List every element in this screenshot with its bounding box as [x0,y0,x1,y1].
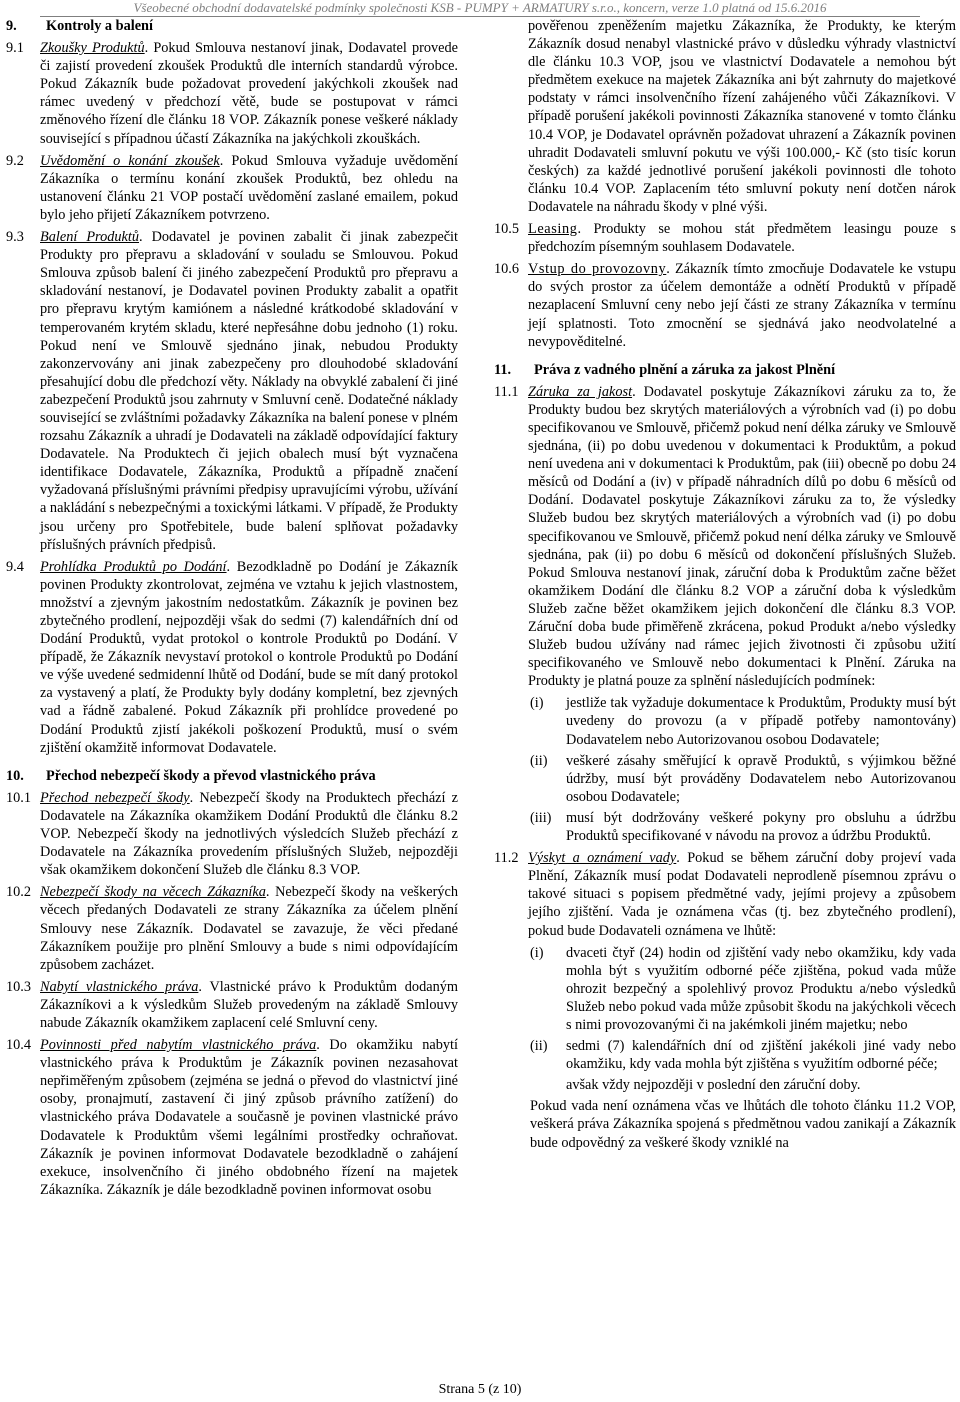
list-tail-text: avšak vždy nejpozději v poslední den záruční doby. [566,1077,861,1094]
clause-heading: Zkoušky Produktů [40,40,145,57]
clause-text: . Zákazník tímto zmocňuje Dodavatele ke vstupu do svých prostor za účelem demontáže a odnětí Produktů v případě nezaplacení Smluvní ceny nebo její části ze strany Zákazníka v termínu její splatnosti. Toto zmocnění se sjednává jako neodvolatelné a nevypověditelné. [528,261,956,350]
list-label: (iii) [530,809,552,826]
clause-9-3 [6,228,458,554]
clause-9-4 [6,558,458,757]
clause-10-6 [494,260,956,350]
list-item [530,1037,956,1073]
clause-heading: Povinnosti před nabytím vlastnického práva [40,1037,317,1054]
section-10-heading [6,767,458,785]
clause-number: 10.6 [494,261,520,278]
clause-11-2 [494,849,956,939]
list-tail [530,1076,956,1094]
clause-text: . Dodavatel poskytuje Zákazníkovi záruku za to, že Produkty budou bez skrytých materiálových a výrobních vad (i) po dobu specifikovanou ve Smlouvě, přičemž pokud není délka záruky ve Smlouvě sjednána, (ii) po dobu uvedenou v dokumentaci k Produktům, a pokud není uvedena ani v dokumentaci k Produktům, pak (iii) obecně po dobu 24 měsíců od Dodání a (iv) v případě náhradních dílů po dobu 6 měsíců od Dodání. Dodavatel poskytuje Zákazníkovi záruku za to, že výsledky Služeb budou bez skrytých materiálových a výrobních vad (i) po dobu specifikovanou ve Smlouvě, přičemž pokud není délka záruky ve Smlouvě sjednána, pak (ii) po dobu 6 měsíců od dokončení příslušných Služeb. Pokud Smlouva nestanoví jinak, záruční doba k Produktům začne běžet okamžikem Dodání dle článku 8.2 VOP a záruční doba k výsledkům Služeb začne běžet okamžikem jejich dokončení dle článku 8.3 VOP. Záruční doba bude přiměřeně zkrácena, pokud Produkt a/nebo výsledky Služeb budou užívány nad rámec jejich životnosti či způsobu užití specifikovaného ve Smlouvě nebo dokumentaci k Plnění. Záruka na Produkty je platná pouze za splnění následujících podmínek: [528,383,956,690]
list-label: (i) [530,944,544,961]
clause-heading: Vstup do provozovny [528,261,667,278]
section-number: 11. [494,361,512,378]
clause-text: . Vlastnické právo k Produktům dodaným Zákazníkovi a k výsledkům Služeb provedeným na základě Smlouvy nabude Zákazník okamžikem zaplacení celé Smluvní ceny. [40,978,458,1031]
section-title: Přechod nebezpečí škody a převod vlastnického práva [46,767,376,784]
clause-text: . Pokud Smlouva nestanoví jinak, Dodavatel provede či zajistí provedení zkoušek Produktů dle interních standardů výrobce. Pokud Zákazník bude požadovat provedení jakýchkoli zkoušek nad rámec uvedený v předchozí větě, bude se postupovat v rámci změnového řízení dle článku 18 VOP. Zákazník ponese veškeré náklady související s případnou účastí Zákazníka na jakýchkoli zkouškách. [40,40,458,147]
clause-10-3 [6,978,458,1032]
clause-number: 10.1 [6,789,32,806]
clause-heading: Nabytí vlastnického práva [40,978,199,995]
list-text: jestliže tak vyžaduje dokumentace k Produktům, Produkty musí být uvedeny do provozu (a v případě potřeby namontovány) Dodavatelem nebo Autorizovanou osobou Dodavatele; [566,695,956,748]
list-label: (ii) [530,752,548,769]
clause-text: . Pokud se během záruční doby projeví vada Plnění, Zákazník musí podat Dodavateli neprodleně písemnou zprávu o takové situaci s popisem předmětné vady, jejími projevy a způsobem jejího zjištění. Vada je oznámena včas (tj. bez zbytečného prodlení), pokud bude Dodavateli oznámena ve lhůtě: [528,850,956,939]
clause-number: 10.2 [6,884,32,901]
clause-11-1 [494,383,956,691]
clause-heading: Záruka za jakost [528,383,633,400]
clause-number: 9.1 [6,40,24,57]
document-header: Všeobecné obchodní dodavatelské podmínky společnosti KSB - PUMPY + ARMATURY s.r.o., koncern, verze 1.0 platná od 15.6.2016 [40,0,920,17]
clause-number: 10.3 [6,978,32,995]
clause-10-4-continued [494,17,956,216]
list-label: (i) [530,695,544,712]
clause-text: . Produkty se mohou stát předmětem leasingu pouze s předchozím písemným souhlasem Dodavatele. [528,221,956,256]
clause-number: 10.5 [494,221,520,238]
clause-10-2 [6,883,458,973]
section-title: Práva z vadného plnění a záruka za jakost Plnění [534,361,836,378]
page-number: Strana 5 (z 10) [438,1382,522,1397]
clause-heading: Výskyt a oznámení vady [528,850,677,867]
section-11-heading [494,361,956,379]
clause-9-2 [6,152,458,224]
clause-text: . Pokud Smlouva vyžaduje uvědomění Zákazníka o termínu konání zkoušek Produktů, bez ohledu na ustanovení článku 21 VOP postačí uvědomění zaslané emailem, pokud bylo jeho přijetí Zákazníkem potvrzeno. [40,152,458,223]
clause-text: pověřenou zpeněžením majetku Zákazníka, že Produkty, ke kterým Zákazník dosud nenabyl vlastnické právo v důsledku výhrady vlastnictví dle článku 10.3 VOP, jsou ve vlastnictví Dodavatele a nemohou být předmětem exekuce na majetek Zákazníka ani být zahrnuty do majetkové podstaty v rámci insolvenčního řízení zahájeného vůči Zákazníkovi. V případě porušení jakékoli povinnosti Zákazníka stanovené v tomto článku 10.4 VOP, je Dodavatel oprávněn požadovat uhrazení a Zákazník povinen uhradit Dodavateli smluvní pokutu ve výši 100.000,- Kč (sto tisíc korun českých) za každé jednotlivé porušení jakékoli povinnosti dle tohoto článku 10.4 VOP. Zaplacením této smluvní pokuty není dotčen nárok Dodavatele na náhradu škody v plné výši. [528,18,956,215]
clause-number: 9.3 [6,229,24,246]
clause-number: 11.1 [494,383,519,400]
list-item [530,694,956,748]
clause-text: . Nebezpečí škody na veškerých věcech předaných Dodavateli ze strany Zákazníka za účelem plnění Smlouvy nese Zákazník. Dodavatel se zavazuje, že věci předané Zákazníkem použije pro plnění Smlouvy a bude s nimi odpovídajícím způsobem zacházet. [40,884,458,973]
section-number: 10. [6,767,24,784]
clause-heading: Prohlídka Produktů po Dodání [40,558,227,575]
list-item [530,752,956,806]
clause-heading: Uvědomění o konání zkoušek [40,152,220,169]
clause-heading: Balení Produktů [40,229,139,246]
section-title: Kontroly a balení [46,18,153,34]
clause-number: 9.4 [6,558,24,575]
clause-10-4 [6,1036,458,1199]
clause-number: 10.4 [6,1037,32,1054]
clause-number: 9.2 [6,152,24,169]
list-text: sedmi (7) kalendářních dní od zjištění jakékoli jiné vady nebo okamžiku, kdy vada mohla být zjištěna s využitím odborné péče; [566,1038,956,1073]
clause-heading: Nebezpečí škody na věcech Zákazníka [40,884,266,901]
list-label: (ii) [530,1038,548,1055]
right-column [494,17,956,1156]
clause-number: 11.2 [494,850,519,867]
clause-text: . Dodavatel je povinen zabalit či jinak zabezpečit Produkty pro přepravu a skladování v souladu se Smlouvou. Pokud Smlouva způsob balení či jiného zabezpečení Produktů pro přepravu a skladování nestanoví, je Dodavatel povinen Produkty zabalit a opatřit pro přepravu krytým kamiónem a následné krátkodobé skladování v temperovaném krytém skladu, které nepřesáhne dobu jednoho (1) roku. Pokud není ve Smlouvě sjednáno jinak, nebudou Produkty zakonzervovány ani jinak zabezpečeny pro dlouhodobé skladování přesahující dobu dle předchozí věty. Náklady na obvyklé zabalení či jiné zabezpečení Produktů jsou zahrnuty v Smluvní ceně. Dodatečné náklady související se zvláštními požadavky Zákazníka na balení ponese v plném rozsahu Zákazník a uhradí je Dodavateli na základě odpovídající faktury Dodavatele. Na Produktech či jejich obalech musí být vyznačena identifikace Dodavatele, Zákazníka, Produktů a případně značení vyžadovaná příslušnými právními předpisy upravujícími výrobu, užívání a nakládání s nebezpečnými a toxickými látkami. V případě, že Produkty jsou určeny pro Spotřebitele, bude balení splňovat požadavky příslušných právních předpisů. [40,229,458,553]
clause-10-1 [6,789,458,879]
clause-heading: Přechod nebezpečí škody [40,789,190,806]
clause-10-5 [494,220,956,256]
list-text: veškeré zásahy směřující k opravě Produktů, s výjimkou běžné údržby, musí být prováděny Dodavatelem nebo Autorizovanou osobou Dodavatele; [566,752,956,805]
left-column [6,17,458,1203]
section-9-heading [6,17,458,35]
list-item [530,944,956,1034]
section-number: 9. [6,18,17,34]
clause-11-2-closing: Pokud vada není oznámena včas ve lhůtách dle tohoto článku 11.2 VOP, veškerá práva Zákazníka spojená s předmětnou vadou zanikají a Zákazník bude odpovědný za veškeré škody vzniklé na [530,1098,956,1151]
clause-text: . Bezodkladně po Dodání je Zákazník povinen Produkty zkontrolovat, zejména ve vztahu k jejich vlastnostem, množství a zjevným jakostním nedostatkům. Zákazník je povinen bez zbytečného prodlení, nejpozději však do sedmi (7) kalendářních dní od Dodání Produktů, vydat protokol o kontrole Produktů po Dodání. V případě, že Zákazník nevystaví protokol o kontrole Produktů po Dodání ve výše uvedené sedmidenní lhůtě od Dodání, bude se mít daný protokol za vystavený a platí, že Produkty byly dodány kompletní, bez zjevných vad a řádně zabalené. Pokud Zákazník při prohlídce provedené po Dodání Produktů zjistí jakékoli poškození Produktů, musí o svém zjištění okamžitě informovat Dodavatele. [40,558,458,756]
clause-text: . Nebezpečí škody na Produktech přechází z Dodavatele na Zákazníka okamžikem Dodání Produktů dle článku 8.2 VOP. Nebezpečí škody na jednotlivých výsledcích Služeb přechází z Dodavatele na Zákazníka provedením příslušných Služeb, nejpozději však okamžikem dokončení Služeb dle článku 8.3 VOP. [40,789,458,879]
list-item [530,809,956,845]
list-text: dvaceti čtyř (24) hodin od zjištění vady nebo okamžiku, kdy vada mohla být s využitím odborné péče zjištěna, pokud vada může ohrozit bezpečný a spolehlivý provoz Produktu a/nebo výsledků Služeb nebo pokud vada může způsobit škodu na jakýchkoli věcech s nimi provozovanými či na jakémkoli jiném majetku; nebo [566,944,956,1033]
list-text: musí být dodržovány veškeré pokyny pro obsluhu a údržbu Produktů specifikované v návodu na provoz a údržbu Produktů. [566,809,956,845]
clause-heading: Leasing [528,221,578,238]
clause-9-1 [6,39,458,148]
clause-text: . Do okamžiku nabytí vlastnického práva k Produktům je Zákazník povinen nezasahovat nepřiměřeným způsobem (zejména se jedná o převod do vlastnictví jiné osoby, pronajmutí, zastavení či jiný způsob právního zatížení) do vlastnického práva Dodavatele a současně je povinen vlastnické právo Dodavatele k Produktům všemi legálními prostředky ochraňovat. Zákazník je povinen informovat Dodavatele bezodkladně o zahájení exekuce, insolvenčního či jiného obdobného řízení na majetek Zákazníka. Zákazník je dále bezodkladně povinen informovat osobu [40,1037,458,1198]
